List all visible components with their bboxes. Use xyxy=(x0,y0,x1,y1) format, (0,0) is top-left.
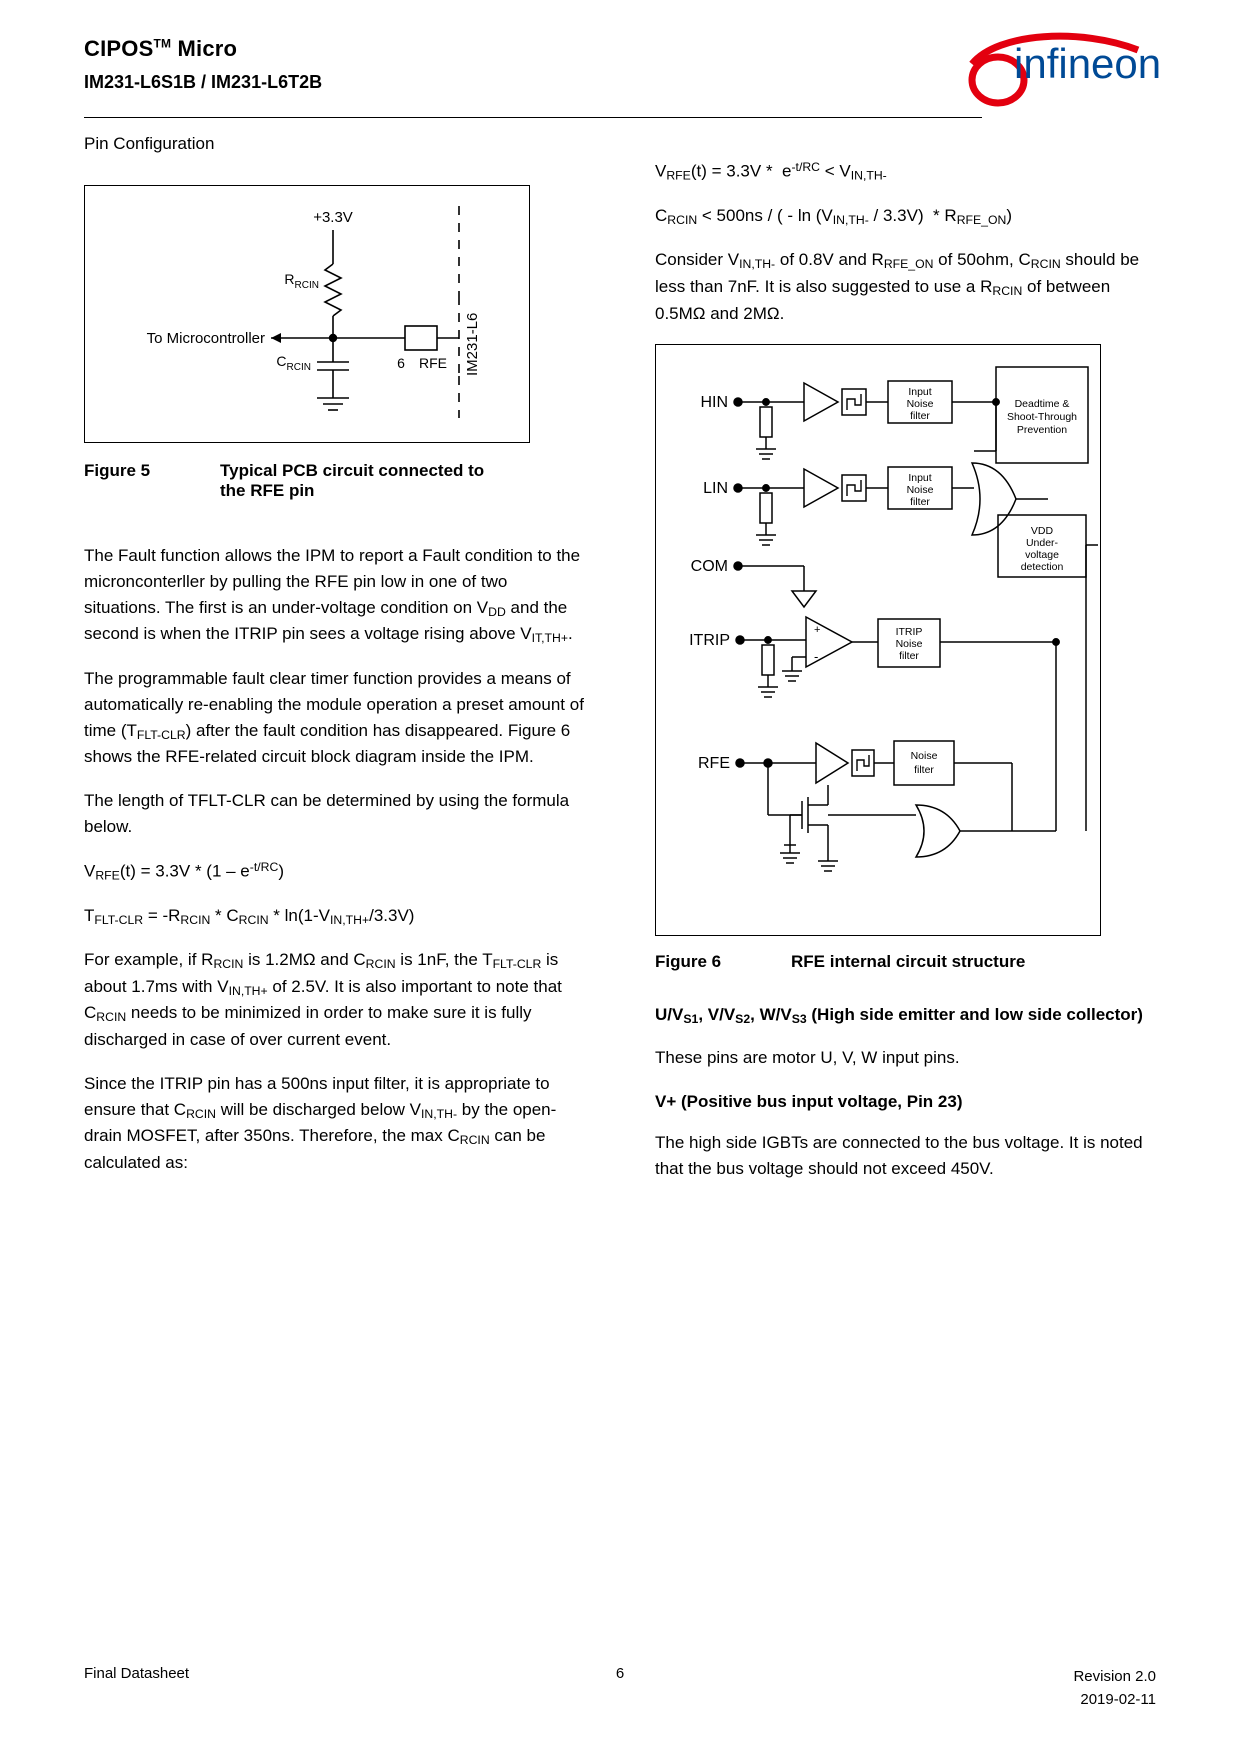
svg-text:Noise: Noise xyxy=(906,484,934,497)
svg-text:Under-: Under- xyxy=(1025,537,1059,550)
right-column xyxy=(655,158,1155,1200)
svg-text:Input: Input xyxy=(908,386,932,399)
svg-text:filter: filter xyxy=(910,410,930,423)
header-divider xyxy=(84,117,982,118)
fig6-hin-label: HIN xyxy=(700,394,728,412)
formula-vrfe-charge: $V_{RFE}(t) = 3.3V * (1 - e^{-t/RC})$ xyxy=(84,859,284,883)
fig5-crcin-label: $C_{RCIN}$ xyxy=(276,353,311,373)
fig5-pin-number: 6 xyxy=(397,355,405,371)
fig5-supply-label: +3.3V xyxy=(313,209,353,226)
fig6-com-label: COM xyxy=(690,558,728,576)
footer-revision-text: Revision 2.0 xyxy=(1073,1668,1156,1685)
fig6-itrip-label: ITRIP xyxy=(689,632,730,650)
fig6-rfe-label: RFE xyxy=(698,755,730,773)
fig5-to-microcontroller-label: To Microcontroller xyxy=(146,330,265,347)
trademark-mark: TM xyxy=(153,36,172,51)
fig6-lin-label: LIN xyxy=(703,480,728,498)
svg-text:infineon: infineon xyxy=(1014,40,1162,87)
svg-text:Input: Input xyxy=(908,472,932,485)
figure-5-image xyxy=(84,185,530,443)
paragraph-example: For example, if $R_{RCIN}$ is 1.2MΩ and $C_{RCIN}$ is 1nF, the $T_{FLT-CLR}$ is about 1.7ms with $V_{IN,TH+}$ of 2.5V. It is also important to note that $C_{RCIN}$ needs to be minimized in order to make sure it is fully discharged in case of over current event. xyxy=(84,950,562,1049)
svg-text:filter: filter xyxy=(910,496,930,509)
figure-5-number: Figure 5 xyxy=(84,461,151,480)
formula-vrfe-discharge: $V_{RFE}(t) = 3.3V * e^{-t/RC} < V_{IN,TH-}$ xyxy=(655,160,887,183)
formula-crcin-max: $C_{RCIN} < 500ns$ / ( - $\ln (V_{IN,TH-} / 3.3V) * R_{RFE\_ON}$) xyxy=(655,205,1012,227)
figure-6-image xyxy=(655,344,1101,936)
part-numbers: IM231-L6S1B / IM231-L6T2B xyxy=(84,72,323,92)
svg-text:detection: detection xyxy=(1020,561,1064,574)
infineon-logo xyxy=(962,24,1162,110)
figure-5-caption xyxy=(84,461,544,501)
paragraph-fault-function: The Fault function allows the IPM to report a Fault condition to the micronconterller by pulling the RFE pin low in one of two situations. The first is an under-voltage condition on $V_{DD}$ and the second is when the ITRIP pin sees a voltage rising above $V_{IT,TH+}$. xyxy=(84,546,581,646)
svg-text:Deadtime &: Deadtime & xyxy=(1014,398,1070,411)
fig5-device-label: IM231-L6 xyxy=(464,312,481,376)
footer-doc-type: Final Datasheet xyxy=(84,1665,190,1682)
svg-text:Prevention: Prevention xyxy=(1016,424,1068,437)
heading-uvs-pins: $U/V_{S1}$, $V/V_{S2}$, $W/V_{S3}$ (High side emitter and low side collector) xyxy=(655,1005,1143,1027)
paragraph-itrip-filter: Since the ITRIP pin has a 500ns input filter, it is appropriate to ensure that $C_{RCIN}$ will be discharged below $V_{IN,TH-}$ by the open-drain MOSFET, after 350ns. Therefore, the $\max C_{RCIN}$ can be calculated as: xyxy=(84,1073,557,1172)
paragraph-motor-pins: These pins are motor U, V, W input pins. xyxy=(655,1047,960,1067)
svg-text:VDD: VDD xyxy=(1030,525,1054,538)
footer-revision xyxy=(1073,1665,1156,1712)
footer-page-number: 6 xyxy=(615,1665,625,1682)
heading-vplus-pin: V+ (Positive bus input voltage, Pin 23) xyxy=(655,1091,963,1111)
paragraph-fault-clear-timer: The programmable fault clear timer function provides a means of automatically re-enabling the module operation a preset amount of time $(T_{FLT-CLR})$ after the fault condition has disappeared. Figure 6 shows the RFE-related circuit block diagram inside the IPM. xyxy=(84,668,584,767)
fig5-rrcin-label: $R_{RCIN}$ xyxy=(284,271,319,291)
section-heading: Pin Configuration xyxy=(84,134,215,153)
page-title-suffix: Micro xyxy=(171,36,238,61)
paragraph-tfltclr-length: The length of TFLT-CLR can be determined by using the formula below. xyxy=(84,791,570,836)
fig5-pin-name: RFE xyxy=(419,355,447,371)
svg-text:voltage: voltage xyxy=(1025,549,1059,562)
paragraph-bus-voltage: The high side IGBTs are connected to the bus voltage. It is noted that the bus voltage should not exceed 450V. xyxy=(655,1133,1143,1178)
svg-text:+: + xyxy=(814,624,821,637)
svg-text:filter: filter xyxy=(914,764,934,777)
page-title-text: CIPOS xyxy=(84,36,154,61)
formula-tfltclr: $T_{FLT-CLR} = -R_{RCIN} * C_{RCIN} * \ln(1-V_{IN,TH+}/3.3V)$ xyxy=(84,905,415,927)
svg-text:ITRIP: ITRIP xyxy=(895,626,923,639)
footer-date: 2019-02-11 xyxy=(1080,1691,1156,1709)
svg-text:Noise: Noise xyxy=(906,398,934,411)
figure-5-title: Typical PCB circuit connected to the RFE pin xyxy=(220,461,485,500)
svg-text:filter: filter xyxy=(899,650,919,663)
figure-6-title: RFE internal circuit structure xyxy=(791,952,1026,972)
svg-text:Noise: Noise xyxy=(895,638,923,651)
svg-text:-: - xyxy=(814,649,819,665)
left-column xyxy=(84,185,584,1194)
svg-text:Noise: Noise xyxy=(910,750,938,763)
figure-6-number: Figure 6 xyxy=(655,952,722,972)
svg-text:Shoot-Through: Shoot-Through xyxy=(1006,411,1078,424)
figure-6-caption xyxy=(655,952,1155,972)
paragraph-consider-values: Consider $V_{IN,TH-}$ of 0.8V and $R_{RFE\_ON}$ of 50ohm, $C_{RCIN}$ should be less than 7nF. It is also suggested to use a $R_{RCIN}$ of between 0.5MΩ and 2MΩ. xyxy=(655,250,1140,323)
